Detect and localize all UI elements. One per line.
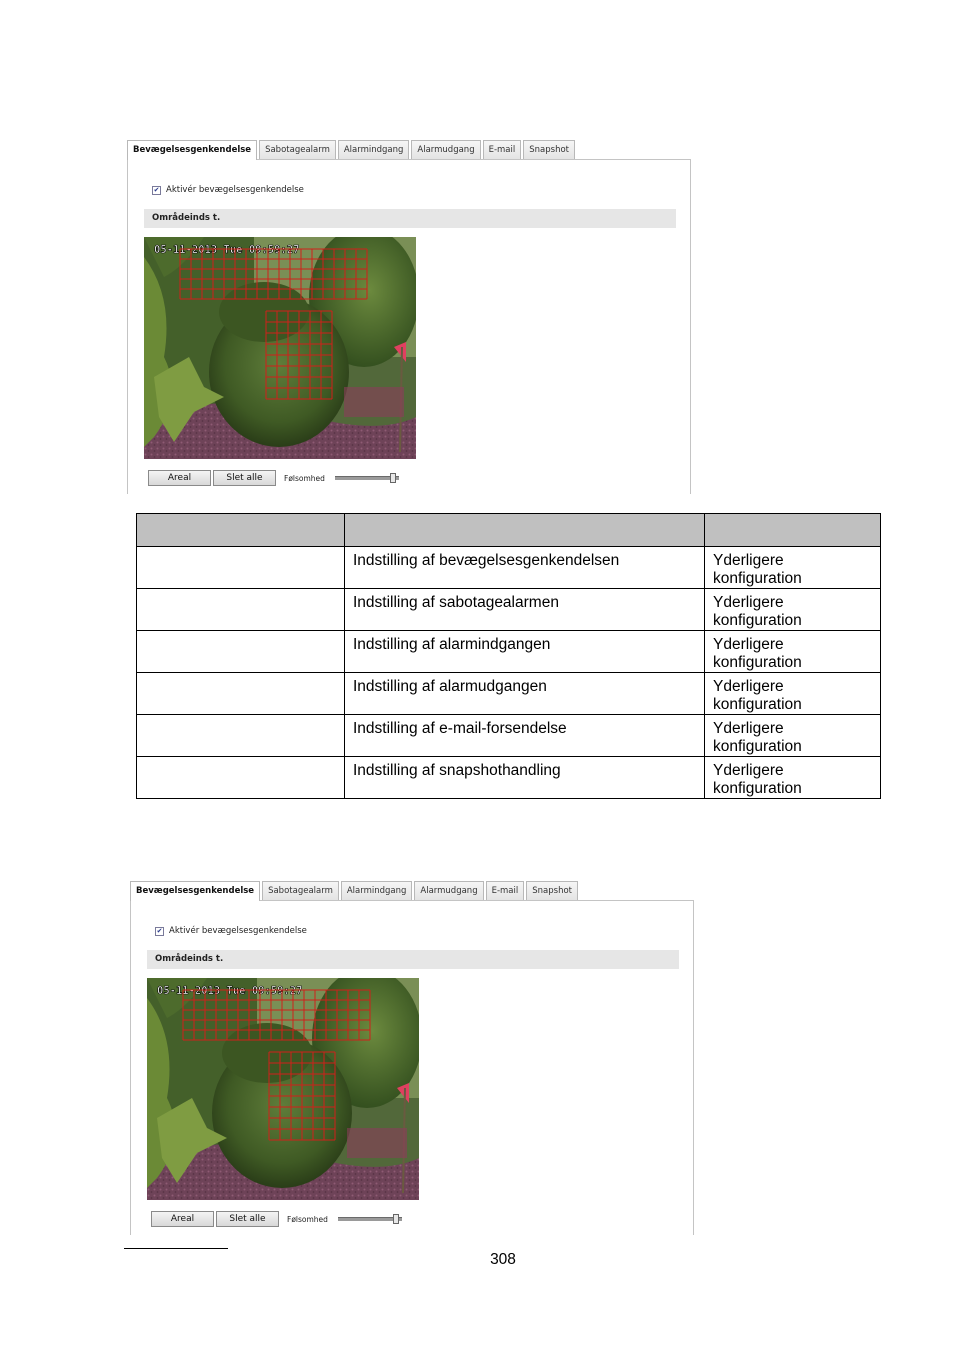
tab-bevægelsesgenkendelse[interactable]: Bevægelsesgenkendelse xyxy=(130,881,260,901)
tab-alarmudgang[interactable]: Alarmudgang xyxy=(411,140,480,159)
table-cell-col1 xyxy=(137,631,345,673)
table-cell-col3: Yderligere konfiguration xyxy=(705,673,881,715)
page-number: 308 xyxy=(490,1251,516,1268)
tab-alarmindgang[interactable]: Alarmindgang xyxy=(341,881,413,900)
sensitivity-slider-thumb[interactable] xyxy=(393,1214,399,1224)
camera-timestamp: 05-11-2013 Tue 09:59:27 xyxy=(154,244,300,256)
enable-motion-detection-label: Aktivér bevægelsesgenkendelse xyxy=(166,185,304,195)
table-header-row xyxy=(137,514,881,547)
table-cell-col3: Yderligere konfiguration xyxy=(705,589,881,631)
tab-alarmudgang[interactable]: Alarmudgang xyxy=(414,881,483,900)
tab-alarmindgang[interactable]: Alarmindgang xyxy=(338,140,410,159)
table-row xyxy=(137,757,881,799)
table-cell-col3: Yderligere konfiguration xyxy=(705,715,881,757)
area-controls xyxy=(148,470,399,486)
tab-snapshot[interactable]: Snapshot xyxy=(526,881,578,900)
checkmark-icon: ✔ xyxy=(156,927,163,935)
configuration-table xyxy=(136,513,881,799)
table-header-cell xyxy=(705,514,881,547)
area-button[interactable]: Areal xyxy=(151,1211,214,1227)
tab-e-mail[interactable]: E-mail xyxy=(483,140,522,159)
sensitivity-slider[interactable] xyxy=(335,473,399,483)
motion-detection-screenshot xyxy=(127,140,693,494)
table-cell-col1 xyxy=(137,757,345,799)
camera-image xyxy=(147,978,419,1200)
table-cell-col3: Yderligere konfiguration xyxy=(705,631,881,673)
table-cell-col1 xyxy=(137,673,345,715)
camera-timestamp: 05-11-2013 Tue 09:59:27 xyxy=(157,985,303,997)
table-cell-col2: Indstilling af sabotagealarmen xyxy=(345,589,705,631)
enable-motion-detection-row[interactable] xyxy=(155,926,307,936)
motion-detection-screenshot xyxy=(130,881,696,1235)
tab-sabotagealarm[interactable]: Sabotagealarm xyxy=(259,140,336,159)
table-header-cell xyxy=(345,514,705,547)
area-button[interactable]: Areal xyxy=(148,470,211,486)
area-settings-header: Områdeinds t. xyxy=(147,950,679,969)
table-row xyxy=(137,589,881,631)
table-cell-col1 xyxy=(137,589,345,631)
area-controls xyxy=(151,1211,402,1227)
enable-motion-detection-row[interactable] xyxy=(152,185,304,195)
table-cell-col2: Indstilling af alarmudgangen xyxy=(345,673,705,715)
tab-e-mail[interactable]: E-mail xyxy=(486,881,525,900)
table-row xyxy=(137,547,881,589)
tab-sabotagealarm[interactable]: Sabotagealarm xyxy=(262,881,339,900)
table-cell-col3: Yderligere konfiguration xyxy=(705,547,881,589)
camera-preview[interactable] xyxy=(144,237,416,459)
table-cell-col1 xyxy=(137,547,345,589)
settings-tab-bar xyxy=(130,881,580,900)
tab-bevægelsesgenkendelse[interactable]: Bevægelsesgenkendelse xyxy=(127,140,257,160)
sensitivity-label: Følsomhed xyxy=(284,473,325,483)
table-cell-col2: Indstilling af bevægelsesgenkendelsen xyxy=(345,547,705,589)
delete-all-button[interactable]: Slet alle xyxy=(213,470,276,486)
tab-content xyxy=(127,159,691,494)
table-row xyxy=(137,631,881,673)
table-cell-col2: Indstilling af snapshothandling xyxy=(345,757,705,799)
table-header-cell xyxy=(137,514,345,547)
settings-tab-bar xyxy=(127,140,577,159)
table-row xyxy=(137,673,881,715)
table-cell-col1 xyxy=(137,715,345,757)
table-row xyxy=(137,715,881,757)
table-cell-col2: Indstilling af e-mail-forsendelse xyxy=(345,715,705,757)
camera-preview[interactable] xyxy=(147,978,419,1200)
tab-content xyxy=(130,900,694,1235)
enable-motion-detection-checkbox[interactable] xyxy=(155,927,164,936)
sensitivity-slider[interactable] xyxy=(338,1214,402,1224)
enable-motion-detection-checkbox[interactable] xyxy=(152,186,161,195)
sensitivity-slider-thumb[interactable] xyxy=(390,473,396,483)
checkmark-icon: ✔ xyxy=(153,186,160,194)
area-settings-header: Områdeinds t. xyxy=(144,209,676,228)
camera-image xyxy=(144,237,416,459)
delete-all-button[interactable]: Slet alle xyxy=(216,1211,279,1227)
sensitivity-label: Følsomhed xyxy=(287,1214,328,1224)
tab-snapshot[interactable]: Snapshot xyxy=(523,140,575,159)
table-cell-col2: Indstilling af alarmindgangen xyxy=(345,631,705,673)
table-cell-col3: Yderligere konfiguration xyxy=(705,757,881,799)
footnote-divider xyxy=(124,1248,228,1249)
enable-motion-detection-label: Aktivér bevægelsesgenkendelse xyxy=(169,926,307,936)
